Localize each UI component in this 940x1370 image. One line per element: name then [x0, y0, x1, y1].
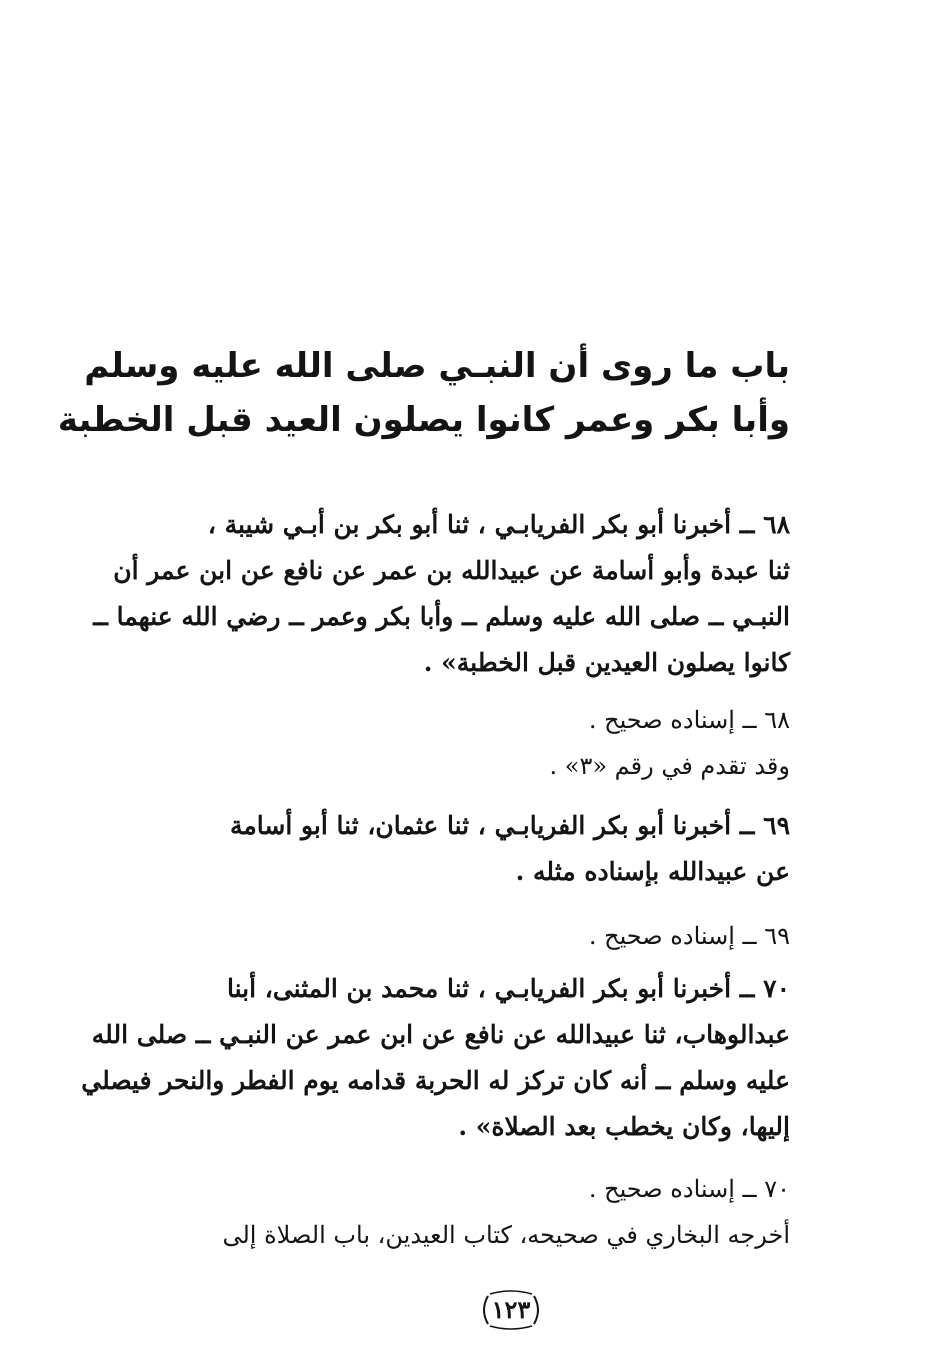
note-68-line: وقد تقدم في رقم «٣» . — [549, 752, 790, 780]
hadith-70-line: عليه وسلم ــ أنه كان تركز له الحربة قدامه يوم الفطر والنحر فيصلي — [81, 1066, 790, 1095]
hadith-70-line: إليها، وكان يخطب بعد الصلاة» . — [458, 1112, 790, 1141]
hadith-69-line: ٦٩ ــ أخبرنا أبو بكر الفريابـي ، ثنا عثمان، ثنا أبو أسامة — [229, 811, 790, 840]
page-number: ١٢٣ — [491, 1295, 531, 1324]
hadith-70 — [81, 966, 790, 1150]
note-70-line: ٧٠ ــ إسناده صحيح . — [588, 1175, 790, 1203]
hadith-70-line: ٧٠ ــ أخبرنا أبو بكر الفريابـي ، ثنا محمد بن المثنى، أبنا — [227, 974, 790, 1003]
hadith-69 — [150, 803, 790, 895]
note-68-line: ٦٨ ــ إسناده صحيح . — [588, 706, 790, 734]
note-70-line: أخرجه البخاري في صحيحه، كتاب العيدين، باب الصلاة إلى — [222, 1221, 790, 1249]
hadith-68-line: ٦٨ ــ أخبرنا أبو بكر الفريابـي ، ثنا أبو بكر بن أبـي شيبة ، — [207, 510, 790, 539]
chapter-title-line-1: باب ما روى أن النبـي صلى الله عليه وسلم — [84, 346, 790, 386]
page-number-ornament — [478, 1290, 544, 1330]
hadith-70-line: عبدالوهاب، ثنا عبيدالله عن نافع عن ابن عمر عن النبـي ــ صلى الله — [91, 1020, 790, 1049]
note-69 — [150, 913, 790, 959]
note-68 — [150, 697, 790, 789]
note-69-line: ٦٩ ــ إسناده صحيح . — [588, 922, 790, 950]
hadith-68-line: كانوا يصلون العيدين قبل الخطبة» . — [423, 648, 790, 677]
chapter-title-line-2: وأبا بكر وعمر كانوا يصلون العيد قبل الخطبة — [57, 400, 790, 440]
hadith-68-line: النبـي ــ صلى الله عليه وسلم ــ وأبا بكر وعمر ــ رضي الله عنهما ــ — [93, 602, 790, 631]
hadith-68 — [93, 502, 790, 686]
hadith-68-line: ثنا عبدة وأبو أسامة عن عبيدالله بن عمر عن نافع عن ابن عمر أن — [113, 556, 790, 585]
hadith-69-line: عن عبيدالله بإسناده مثله . — [515, 857, 790, 886]
note-70 — [150, 1166, 790, 1258]
